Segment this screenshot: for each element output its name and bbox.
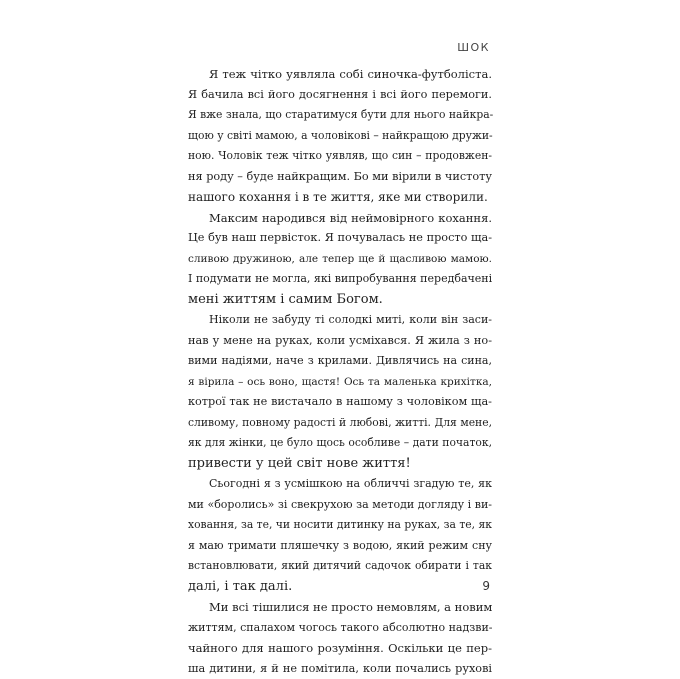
text-line: привести у цей світ нове життя! — [188, 454, 492, 475]
text-line: життям, спалахом чогось такого абсолютно надзви- — [188, 618, 492, 639]
paragraph — [188, 64, 492, 208]
text-line: І подумати не могла, які випробування передбачені — [188, 269, 492, 290]
text-line: котрої так не вистачало в нашому з чоловіком ща- — [188, 392, 492, 413]
text-line: Ніколи не забуду ті солодкі миті, коли він заси- — [188, 310, 492, 331]
text-line: Ми всі тішилися не просто немовлям, а новим — [188, 597, 492, 618]
paragraph — [188, 474, 492, 597]
text-line: нашого кохання і в те життя, яке ми створили. — [188, 187, 492, 208]
text-line: ня роду – буде найкращим. Бо ми вірили в чистоту — [188, 167, 492, 188]
text-line: встановлювати, який дитячий садочок обирати і так — [188, 556, 492, 577]
text-line: Сьогодні я з усмішкою на обличчі згадую те, як — [188, 474, 492, 495]
text-line: чайного для нашого розуміння. Оскільки це пер- — [188, 638, 492, 659]
text-line: я маю тримати пляшечку з водою, який режим сну — [188, 536, 492, 557]
text-line: я вірила – ось воно, щастя! Ось та маленька крихітка, — [188, 372, 492, 393]
text-line: Це був наш первісток. Я почувалась не просто ща- — [188, 228, 492, 249]
text-line: Я бачила всі його досягнення і всі його перемоги. — [188, 85, 492, 106]
text-line: сливою дружиною, але тепер ще й щасливою мамою. — [188, 249, 492, 270]
text-line: далі, і так далі. — [188, 577, 492, 598]
text-line: вими надіями, наче з крилами. Дивлячись на сина, — [188, 351, 492, 372]
text-line: Максим народився від неймовірного кохання. — [188, 208, 492, 229]
text-line: ховання, за те, чи носити дитинку на руках, за те, як — [188, 515, 492, 536]
running-head: ШОК — [457, 41, 490, 54]
text-line: ша дитини, я й не помітила, коли почались рухові — [188, 659, 492, 679]
paragraph — [188, 208, 492, 311]
text-line: мені життям і самим Богом. — [188, 290, 492, 311]
text-line: сливому, повному радості й любові, житті. Для мене, — [188, 413, 492, 434]
text-line: Я вже знала, що старатимуся бути для нього найкра- — [188, 105, 492, 126]
paragraph — [188, 310, 492, 474]
text-line: ною. Чоловік теж чітко уявляв, що син – продовжен- — [188, 146, 492, 167]
text-line: щою у світі мамою, а чоловікові – найкращою дружи- — [188, 126, 492, 147]
text-line: ми «боролись» зі свекрухою за методи догляду і ви- — [188, 495, 492, 516]
text-line: нав у мене на руках, коли усміхався. Я жила з но- — [188, 331, 492, 352]
text-line: як для жінки, це було щось особливе – дати початок, — [188, 433, 492, 454]
text-line: Я теж чітко уявляла собі синочка-футболіста. — [188, 64, 492, 85]
paragraph — [188, 597, 492, 679]
page-number: 9 — [482, 579, 490, 593]
body-text — [188, 64, 492, 679]
